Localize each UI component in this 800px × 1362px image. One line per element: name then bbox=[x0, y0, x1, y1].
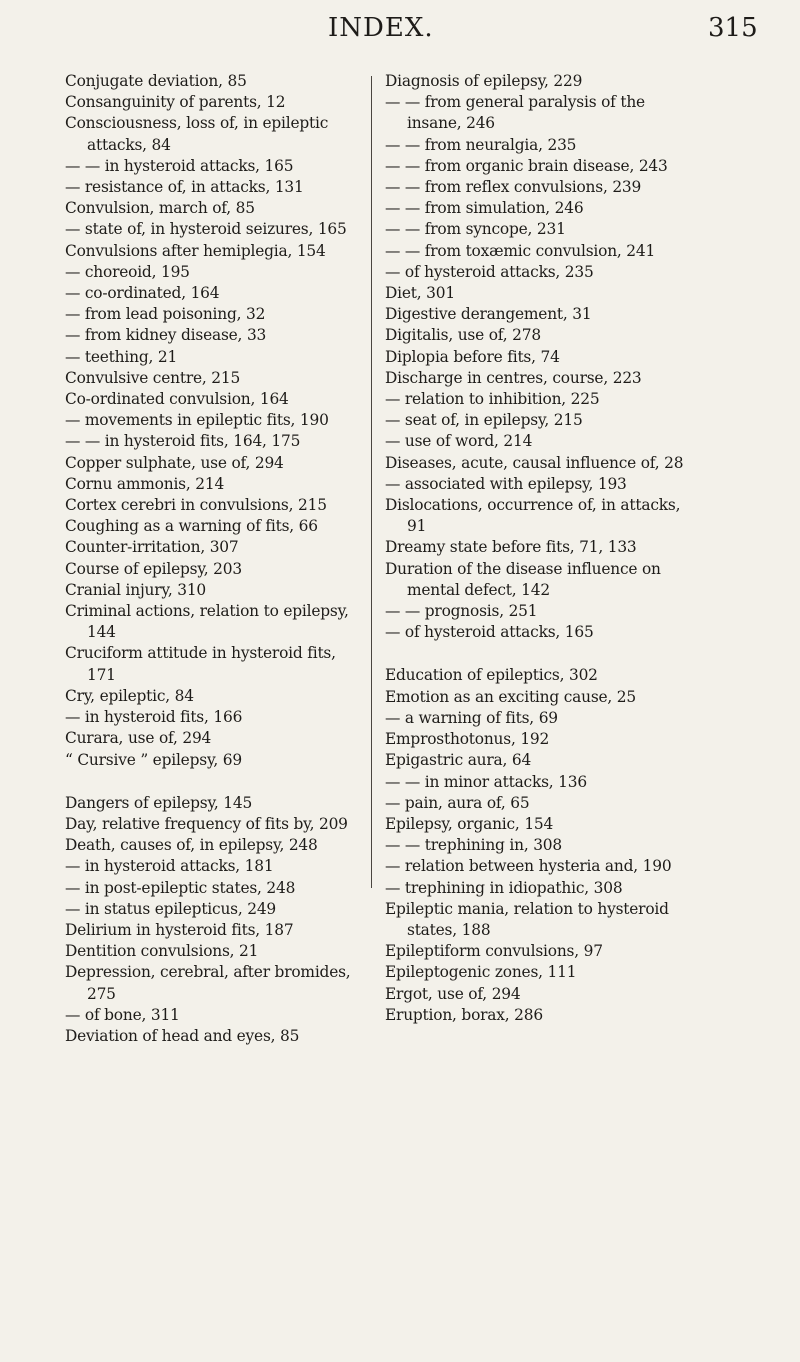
index-entry: — co-ordinated, 164 bbox=[65, 284, 220, 303]
index-entry: Convulsion, march of, 85 bbox=[65, 199, 255, 218]
index-entry: Copper sulphate, use of, 294 bbox=[65, 453, 284, 472]
index-entry: Dentition convulsions, 21 bbox=[65, 942, 259, 961]
index-entry: Diagnosis of epilepsy, 229 bbox=[385, 72, 583, 90]
index-entry: — associated with epilepsy, 193 bbox=[385, 474, 627, 493]
index-entry: Coughing as a warning of fits, 66 bbox=[65, 517, 318, 536]
index-entry: — seat of, in epilepsy, 215 bbox=[385, 411, 583, 430]
index-entry: — in hysteroid fits, 166 bbox=[65, 708, 243, 727]
index-entry: Diseases, acute, causal influence of, 28 bbox=[385, 453, 684, 472]
index-entry: — relation between hysteria and, 190 bbox=[385, 857, 672, 876]
index-entry: Depression, cerebral, after bromides, 275 bbox=[65, 963, 351, 1003]
index-entry: Day, relative frequency of fits by, 209 bbox=[65, 814, 348, 833]
page-header bbox=[0, 10, 800, 46]
index-entry: — trephining in idiopathic, 308 bbox=[385, 878, 623, 897]
index-entry: Cruciform attitude in hysteroid fits, 171 bbox=[65, 644, 336, 684]
index-entry: — — from organic brain disease, 243 bbox=[385, 156, 668, 175]
index-entry: Conjugate deviation, 85 bbox=[65, 72, 247, 90]
index-entry: Dangers of epilepsy, 145 bbox=[65, 793, 253, 812]
index-entry: Epileptogenic zones, 111 bbox=[385, 963, 577, 982]
index-entry: — — from syncope, 231 bbox=[385, 220, 566, 239]
index-entry: Consciousness, loss of, in epileptic attacks, 84 bbox=[65, 114, 329, 154]
index-column-right bbox=[385, 71, 690, 1026]
index-entry: — relation to inhibition, 225 bbox=[385, 390, 600, 409]
index-entry: Discharge in centres, course, 223 bbox=[385, 368, 642, 387]
index-entry: — — from toxæmic convulsion, 241 bbox=[385, 241, 656, 260]
index-entry: — — in hysteroid fits, 164, 175 bbox=[65, 432, 301, 451]
index-entry: Education of epileptics, 302 bbox=[385, 666, 598, 685]
index-entry: — — prognosis, 251 bbox=[385, 602, 538, 621]
index-entry: Duration of the disease influence on mental defect, 142 bbox=[385, 559, 661, 599]
index-entry: Cornu ammonis, 214 bbox=[65, 474, 225, 493]
index-entry: Emotion as an exciting cause, 25 bbox=[385, 687, 636, 706]
index-entry: Convulsions after hemiplegia, 154 bbox=[65, 241, 326, 260]
index-column-left bbox=[65, 71, 365, 1047]
index-entry: Diplopia before fits, 74 bbox=[385, 347, 560, 366]
index-entry: — — in minor attacks, 136 bbox=[385, 772, 587, 791]
index-entry: Epigastric aura, 64 bbox=[385, 751, 532, 770]
index-entry: — — from simulation, 246 bbox=[385, 199, 584, 218]
index-entry: Cranial injury, 310 bbox=[65, 580, 207, 599]
index-entry: — — trephining in, 308 bbox=[385, 836, 562, 855]
index-entry: — — from general paralysis of the insane, 246 bbox=[385, 93, 645, 133]
index-entry: — of hysteroid attacks, 165 bbox=[385, 623, 594, 642]
index-entry: Diet, 301 bbox=[385, 284, 455, 303]
index-entry: — — from neuralgia, 235 bbox=[385, 135, 577, 154]
index-entry: — in hysteroid attacks, 181 bbox=[65, 857, 274, 876]
index-entry: Criminal actions, relation to epilepsy, 144 bbox=[65, 602, 349, 642]
index-entry: Eruption, borax, 286 bbox=[385, 1005, 543, 1024]
index-entry: — teething, 21 bbox=[65, 347, 178, 366]
index-entry: Curara, use of, 294 bbox=[65, 729, 212, 748]
index-entry: Digitalis, use of, 278 bbox=[385, 326, 541, 345]
index-entry: — movements in epileptic fits, 190 bbox=[65, 411, 329, 430]
index-entry: — of hysteroid attacks, 235 bbox=[385, 262, 594, 281]
index-entry: Dreamy state before fits, 71, 133 bbox=[385, 538, 637, 557]
index-entry: Epileptiform convulsions, 97 bbox=[385, 942, 603, 961]
index-entry: — choreoid, 195 bbox=[65, 262, 190, 281]
index-entry: Emprosthotonus, 192 bbox=[385, 730, 550, 749]
index-entry: — resistance of, in attacks, 131 bbox=[65, 178, 304, 197]
index-entry: — in status epilepticus, 249 bbox=[65, 899, 277, 918]
index-entry: Death, causes of, in epilepsy, 248 bbox=[65, 836, 318, 855]
index-entry: Epileptic mania, relation to hysteroid states, 188 bbox=[385, 899, 669, 939]
index-entry: Counter-irritation, 307 bbox=[65, 538, 239, 557]
index-entry: — of bone, 311 bbox=[65, 1005, 180, 1024]
index-entry: — use of word, 214 bbox=[385, 432, 533, 451]
index-entry: “ Cursive ” epilepsy, 69 bbox=[65, 750, 242, 769]
page-number: 315 bbox=[708, 13, 758, 43]
index-entry: Ergot, use of, 294 bbox=[385, 984, 521, 1003]
page-title: INDEX. bbox=[328, 13, 434, 43]
index-entry: — from lead poisoning, 32 bbox=[65, 305, 266, 324]
index-entry: — a warning of fits, 69 bbox=[385, 708, 558, 727]
index-entry: Convulsive centre, 215 bbox=[65, 368, 241, 387]
index-entry: — pain, aura of, 65 bbox=[385, 793, 530, 812]
index-entry: — state of, in hysteroid seizures, 165 bbox=[65, 220, 347, 239]
index-entry: Digestive derangement, 31 bbox=[385, 305, 592, 324]
index-entry: Cortex cerebri in convulsions, 215 bbox=[65, 496, 327, 515]
index-entry: Deviation of head and eyes, 85 bbox=[65, 1026, 300, 1045]
index-entry: Co-ordinated convulsion, 164 bbox=[65, 390, 289, 409]
index-entry: Cry, epileptic, 84 bbox=[65, 686, 194, 705]
index-entry: Dislocations, occurrence of, in attacks, 91 bbox=[385, 496, 681, 536]
index-entry: — — in hysteroid attacks, 165 bbox=[65, 156, 294, 175]
index-entry: — from kidney disease, 33 bbox=[65, 326, 267, 345]
column-divider bbox=[371, 76, 372, 888]
index-entry: — in post-epileptic states, 248 bbox=[65, 878, 296, 897]
index-entry: Epilepsy, organic, 154 bbox=[385, 814, 554, 833]
index-entry: — — from reflex convulsions, 239 bbox=[385, 178, 642, 197]
index-entry: Delirium in hysteroid fits, 187 bbox=[65, 920, 294, 939]
index-entry: Course of epilepsy, 203 bbox=[65, 559, 242, 578]
index-entry: Consanguinity of parents, 12 bbox=[65, 93, 286, 112]
